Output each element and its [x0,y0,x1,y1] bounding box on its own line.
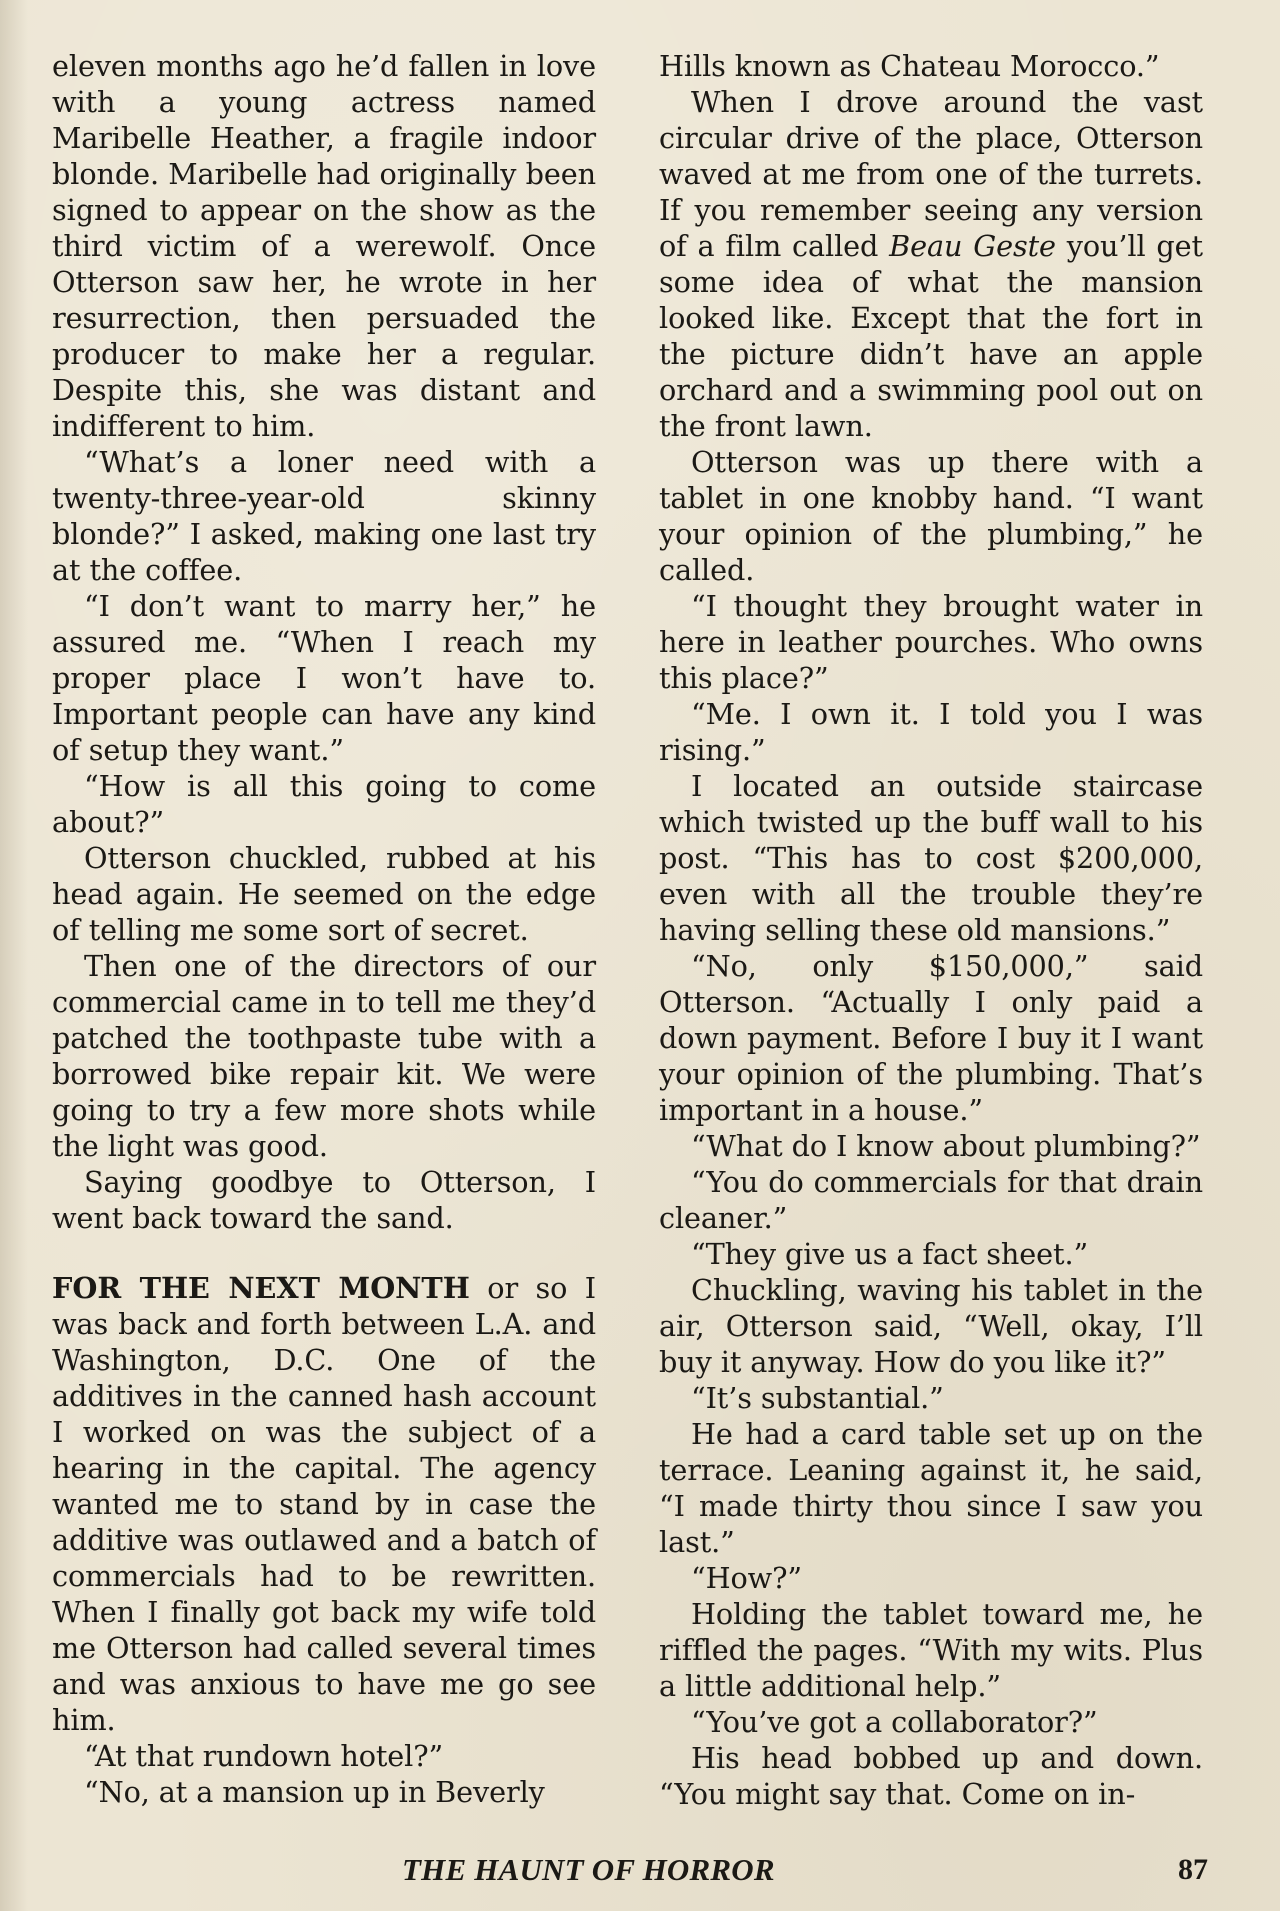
paragraph: “At that rundown hotel?” [84,1739,444,1773]
paragraph: “How?” [691,1561,802,1595]
paragraph: “Me. I own it. I told you I was rising.” [659,697,1203,767]
section-paragraph [52,1270,596,1738]
paragraph: “It’s substantial.” [691,1381,944,1415]
paragraph: Otterson chuckled, rubbed at his head again. He seemed on the edge of telling me some sort of secret. [52,841,596,947]
paragraph: “I thought they brought water in here in leather pourches. Who owns this place?” [659,589,1203,695]
section-lead-text: or so I was back and forth between L.A. and Washington, D.C. One of the additives in the canned hash account I worked on was the subject of a hearing in the capital. The agency wanted me to stand by in case the additive was outlawed and a batch of commercials had to be rewritten. When I finally got back my wife told me Otterson had called several times and was anxious to have me go see him. [52,1271,596,1737]
paragraph: “How is all this going to come about?” [52,769,596,839]
right-column [659,48,1203,1812]
page-number: 87 [1178,1853,1208,1886]
publication-title: THE HAUNT OF HORROR [402,1852,775,1887]
paragraph: He had a card table set up on the terrace. Leaning against it, he said, “I made thirty thou since I saw you last.” [659,1417,1203,1559]
paragraph: “I don’t want to marry her,” he assured me. “When I reach my proper place I won’t have to. Important people can have any kind of setup they want.” [52,589,596,767]
section-lead-in: FOR THE NEXT MONTH [52,1271,470,1305]
paragraph: His head bobbed up and down. “You might say that. Come on in- [659,1741,1203,1811]
paragraph: Chuckling, waving his tablet in the air, Otterson said, “Well, okay, I’ll buy it anyway. How do you like it?” [659,1273,1203,1379]
paragraph: I located an outside staircase which twisted up the buff wall to his post. “This has to cost $200,000, even with all the trouble they’re having selling these old mansions.” [659,769,1203,947]
paragraph: “What do I know about plumbing?” [691,1129,1201,1163]
paragraph: Otterson was up there with a tablet in one knobby hand. “I want your opinion of the plumbing,” he called. [659,445,1203,587]
paragraph-continuation: Hills known as Chateau Morocco.” [659,49,1160,83]
film-title: Beau Geste [889,229,1056,263]
paragraph: “No, only $150,000,” said Otterson. “Actually I only paid a down payment. Before I buy it I want your opinion of the plumbing. That’s important in a house.” [659,949,1203,1127]
paragraph: eleven months ago he’d fallen in love with a young actress named Maribelle Heather, a fragile indoor blonde. Maribelle had originally been signed to appear on the show as the third victim of a werewolf. Once Otterson saw her, he wrote in her resurrection, then persuaded the producer to make her a regular. Despite this, she was distant and indifferent to him. [52,49,596,443]
paragraph: “You do commercials for that drain cleaner.” [659,1165,1203,1235]
paragraph: “What’s a loner need with a twenty-three-year-old skinny blonde?” I asked, making one last try at the coffee. [52,445,596,587]
page-footer [0,1852,1280,1892]
binding-shadow [0,0,28,1911]
paragraph: Holding the tablet toward me, he riffled the pages. “With my wits. Plus a little additional help.” [659,1597,1203,1703]
paragraph-beau-geste [659,84,1203,444]
paragraph-text: you’ll get some idea of what the mansion looked like. Except that the fort in the picture didn’t have an apple orchard and a swimming pool out on the front lawn. [659,229,1203,443]
paragraph: “You’ve got a collaborator?” [691,1705,1098,1739]
paragraph: “They give us a fact sheet.” [691,1237,1089,1271]
left-column [52,48,596,1810]
paragraph: “No, at a mansion up in Beverly [84,1775,545,1809]
paragraph-text: When I drove around the vast circular drive of the place, Otterson waved at me from one of the turrets. If you remember seeing any version of a film called [659,85,1203,263]
paragraph: Then one of the directors of our commercial came in to tell me they’d patched the toothpaste tube with a borrowed bike repair kit. We were going to try a few more shots while the light was good. [52,949,596,1163]
paragraph: Saying goodbye to Otterson, I went back toward the sand. [52,1165,596,1235]
